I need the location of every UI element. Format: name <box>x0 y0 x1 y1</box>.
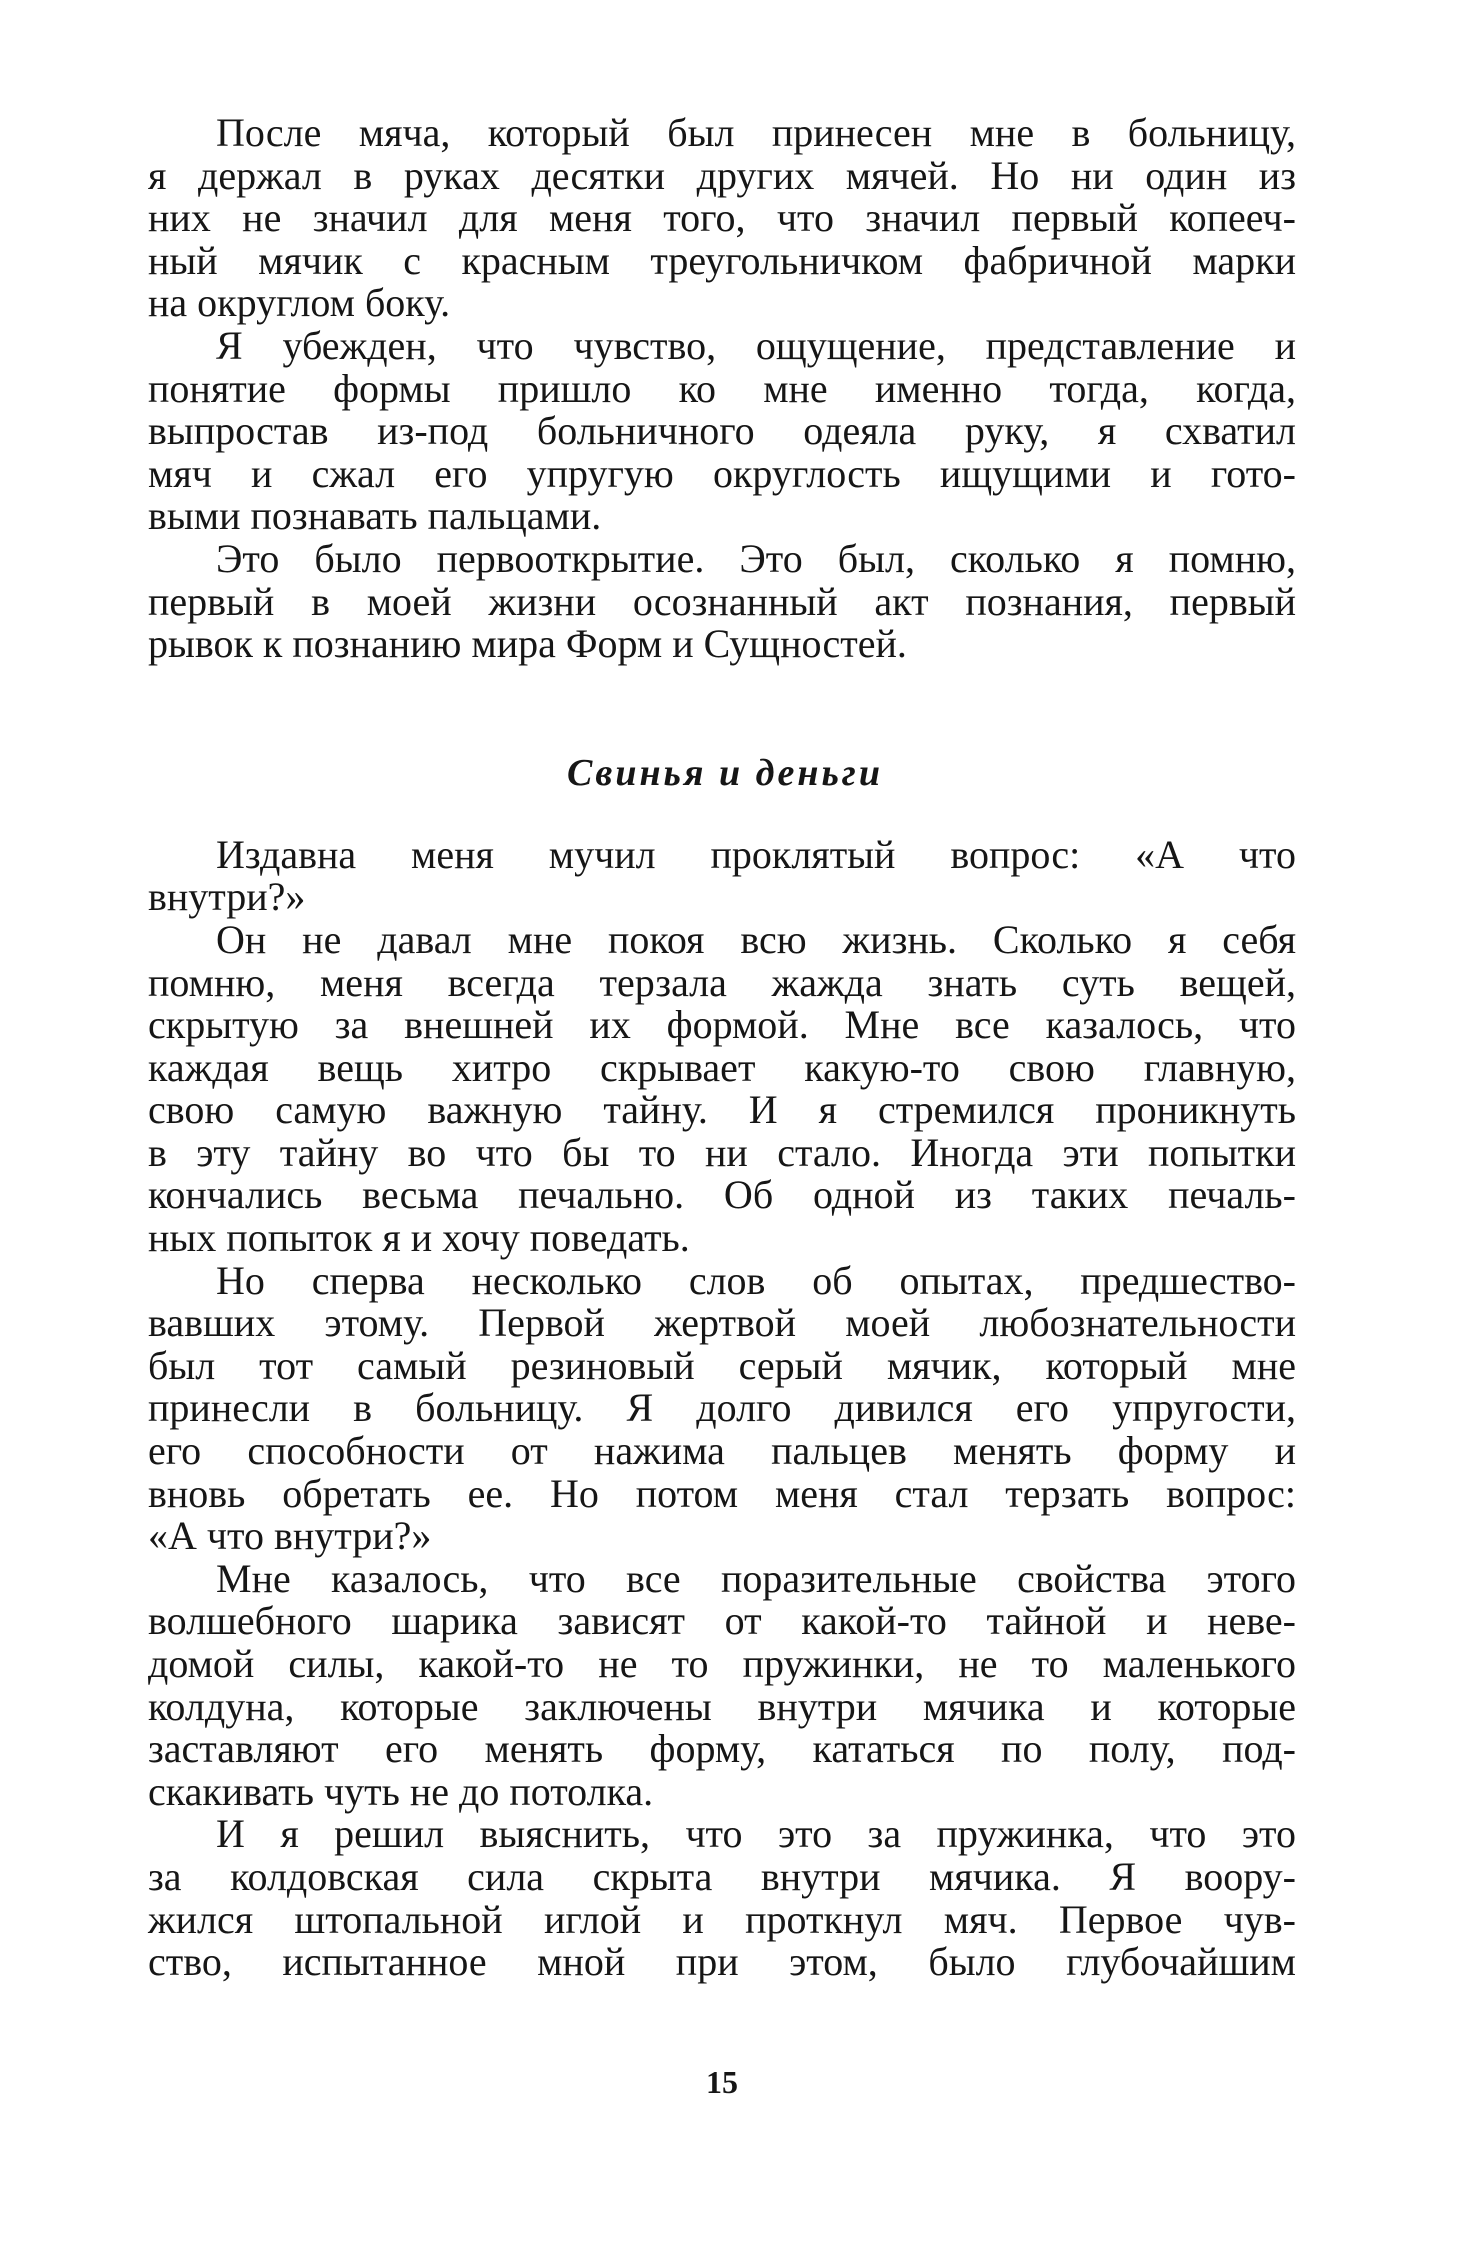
text-line: ных попыток я и хочу поведать. <box>148 1215 690 1261</box>
paragraph <box>148 112 1296 325</box>
paragraph <box>148 916 1296 1261</box>
text-line: за колдовская сила скрыта внутри мячика. Я воору- <box>148 1853 1296 1899</box>
text-line: Издавна меня мучил проклятый вопрос: «А что <box>216 831 1296 877</box>
text-line: каждая вещь хитро скрывает какую-то свою главную, <box>148 1044 1296 1090</box>
text-line: колдуна, которые заключены внутри мячика и которые <box>148 1683 1296 1729</box>
text-line: Он не давал мне покоя всю жизнь. Сколько я себя <box>216 916 1296 962</box>
text-line: жился штопальной иглой и проткнул мяч. Первое чув- <box>148 1896 1296 1942</box>
text-line: в эту тайну во что бы то ни стало. Иногда эти попытки <box>148 1129 1296 1175</box>
text-line: ство, испытанное мной при этом, было глубочайшим <box>148 1939 1296 1985</box>
text-line: Это было первооткрытие. Это был, сколько я помню, <box>216 535 1296 581</box>
paragraph <box>148 322 1296 539</box>
text-line: свою самую важную тайну. И я стремился проникнуть <box>148 1087 1296 1133</box>
text-line: я держал в руках десятки других мячей. Но ни один из <box>148 152 1296 198</box>
text-line: них не значил для меня того, что значил первый копееч- <box>148 195 1296 241</box>
text-line: волшебного шарика зависят от какой-то тайной и неве- <box>148 1598 1296 1644</box>
text-line: Мне казалось, что все поразительные свойства этого <box>216 1555 1296 1601</box>
text-line: заставляют его менять форму, кататься по полу, под- <box>148 1726 1296 1772</box>
section-spacer <box>148 794 1296 834</box>
text-line: мяч и сжал его упругую округлость ищущими и гото- <box>148 450 1296 496</box>
paragraph <box>148 831 1296 920</box>
text-line: первый в моей жизни осознанный акт познания, первый <box>148 578 1296 624</box>
text-line: вавших этому. Первой жертвой моей любознательности <box>148 1300 1296 1346</box>
book-page <box>148 112 1296 2242</box>
text-line: И я решил выяснить, что это за пружинка, что это <box>216 1811 1296 1857</box>
paragraph <box>148 1813 1296 1983</box>
text-line: рывок к познанию мира Форм и Сущностей. <box>148 621 907 667</box>
text-line: После мяча, который был принесен мне в больницу, <box>216 110 1296 155</box>
section-heading: Свинья и деньги <box>567 751 883 794</box>
text-line: Я убежден, что чувство, ощущение, представление и <box>216 322 1296 368</box>
text-line: Но сперва несколько слов об опытах, предшество- <box>216 1257 1296 1303</box>
text-line: кончались весьма печально. Об одной из таких печаль- <box>148 1172 1296 1218</box>
section-spacer <box>148 666 1296 752</box>
text-line: был тот самый резиновый серый мячик, который мне <box>148 1342 1296 1388</box>
text-line: ный мячик с красным треугольничком фабричной марки <box>148 237 1296 283</box>
text-line: вновь обретать ее. Но потом меня стал терзать вопрос: <box>148 1470 1296 1516</box>
text-line: его способности от нажима пальцев менять форму и <box>148 1428 1296 1474</box>
text-line: выпростав из-под больничного одеяла руку, я схватил <box>148 408 1296 454</box>
text-line: понятие формы пришло ко мне именно тогда, когда, <box>148 365 1296 411</box>
text-line: на округлом боку. <box>148 280 451 326</box>
text-line: домой силы, какой-то не то пружинки, не то маленького <box>148 1641 1296 1686</box>
text-line: внутри?» <box>148 874 306 920</box>
paragraph <box>148 535 1296 667</box>
paragraph <box>148 1257 1296 1559</box>
paragraph <box>148 1555 1296 1814</box>
text-line: скакивать чуть не до потолка. <box>148 1768 654 1814</box>
text-line: «А что внутри?» <box>148 1513 432 1559</box>
text-line: скрытую за внешней их формой. Мне все казалось, что <box>148 1002 1296 1048</box>
text-line: выми познавать пальцами. <box>148 493 602 539</box>
page-number: 15 <box>706 2064 738 2100</box>
text-line: принесли в больницу. Я долго дивился его упругости, <box>148 1385 1296 1431</box>
text-line: помню, меня всегда терзала жажда знать суть вещей, <box>148 959 1296 1005</box>
